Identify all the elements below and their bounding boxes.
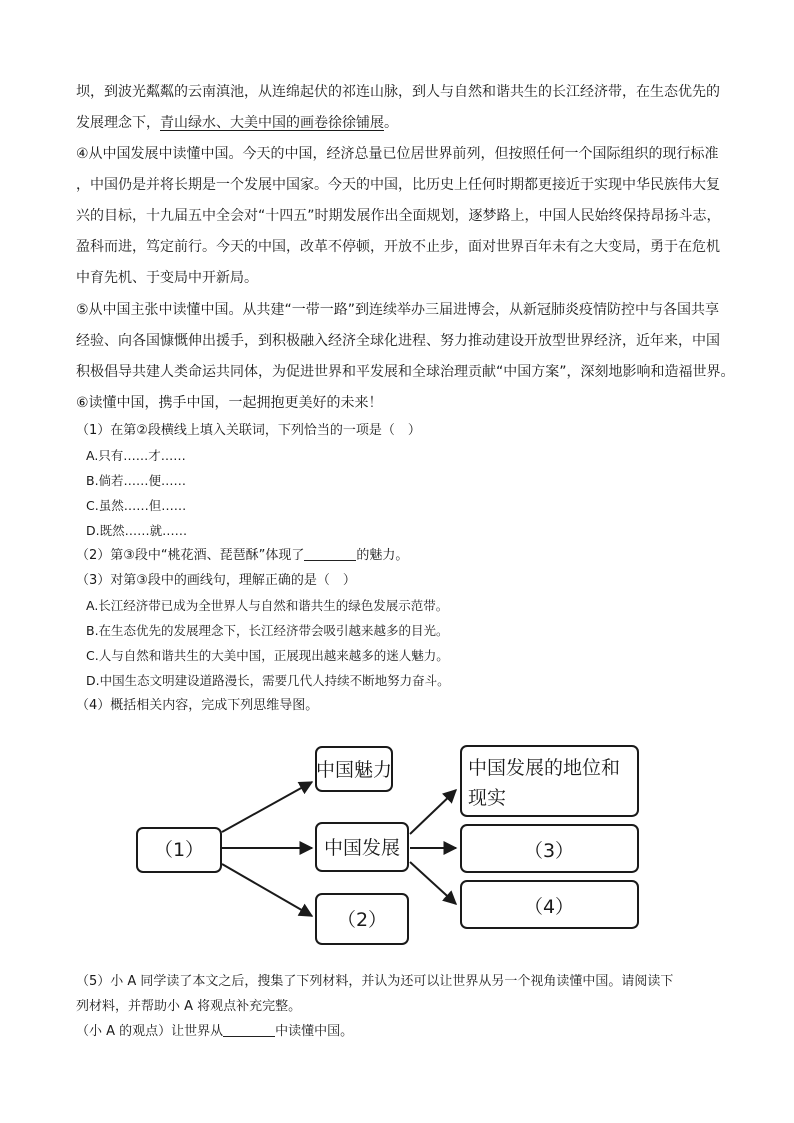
- passage-line: 积极倡导共建人类命运共同体，为促进世界和平发展和全球治理贡献“中国方案”，深刻地影响和造福世界。: [76, 364, 735, 380]
- q1-option-d: D.既然……就……: [86, 523, 188, 538]
- node-status-label-line2: 现实: [468, 787, 507, 809]
- passage-line: ⑤从中国主张中读懂中国。从共建“一带一路”到连续举办三届进博会，从新冠肺炎疫情防控中与各国共享: [76, 302, 720, 318]
- q1-option-b: B.倘若……便……: [86, 473, 187, 488]
- q3-option-b: B.在生态优先的发展理念下，长江经济带会吸引越来越多的目光。: [86, 623, 449, 638]
- passage-line: 盈科而进，笃定前行。今天的中国，改革不停顿，开放不止步，面对世界百年未有之大变局，勇于在危机: [76, 239, 720, 255]
- q5-line: （5）小 A 同学读了本文之后，搜集了下列材料，并认为还可以让世界从另一个视角读懂中国。请阅读下: [76, 974, 674, 989]
- paragraph-6: [76, 388, 722, 419]
- node-root-label: （1）: [153, 839, 205, 861]
- node-blank3-label: （3）: [523, 840, 575, 862]
- question-3: （3）对第③段中的画线句，理解正确的是（ ）: [76, 573, 356, 588]
- q3-option-c: C.人与自然和谐共生的大美中国，正展现出越来越多的迷人魅力。: [86, 648, 449, 663]
- arrow-to-blank2: [222, 864, 312, 916]
- node-develop-label: 中国发展: [323, 837, 401, 859]
- underlined-sentence: 青山绿水、大美中国的画卷徐徐铺展: [160, 115, 384, 131]
- question-4: （4）概括相关内容，完成下列思维导图。: [76, 698, 319, 713]
- passage-line: ④从中国发展中读懂中国。今天的中国，经济总量已位居世界前列，但按照任何一个国际组织的现行标准: [76, 146, 719, 162]
- question-5: [76, 969, 726, 1044]
- passage-line: 经验、向各国慷慨伸出援手，到积极融入经济全球化进程、努力推动建设开放型世界经济，近年来，中国: [76, 333, 720, 349]
- question-2: （2）第③段中“桃花酒、琵琶酥”体现了 的魅力。: [76, 548, 409, 563]
- q3-option-d: D.中国生态文明建设道路漫长，需要几代人持续不断地努力奋斗。: [86, 673, 450, 688]
- passage-line: 坝，到波光粼粼的云南滇池，从连绵起伏的祁连山脉，到人与自然和谐共生的长江经济带，在生态优先的: [76, 84, 720, 100]
- node-status-label-line1: 中国发展的地位和: [468, 757, 621, 779]
- q5-line: 列材料，并帮助小 A 将观点补充完整。: [76, 999, 302, 1014]
- passage-line: ⑥读懂中国，携手中国，一起拥抱更美好的未来！: [76, 395, 383, 411]
- paragraph-5: [76, 295, 735, 388]
- q3-option-a: A.长江经济带已成为全世界人与自然和谐共生的绿色发展示范带。: [86, 598, 449, 613]
- node-charm-label: 中国魅力: [315, 759, 393, 781]
- passage-line: ，中国仍是并将长期是一个发展中国家。今天的中国，比历史上任何时期都更接近于实现中华民族伟大复: [76, 177, 720, 193]
- answer-blank[interactable]: [304, 546, 356, 561]
- mind-map: [0, 730, 794, 955]
- node-blank4-label: （4）: [523, 896, 575, 918]
- passage-line: 中育先机、于变局中开新局。: [76, 270, 258, 286]
- arrow-to-charm: [222, 782, 312, 832]
- arrow-to-status: [410, 790, 456, 834]
- passage-line: 兴的目标，十九届五中全会对“十四五”时期发展作出全面规划，逐梦路上，中国人民始终保持昂扬斗志，: [76, 208, 721, 224]
- paragraph-4: [76, 139, 722, 294]
- q1-option-c: C.虽然……但……: [86, 498, 187, 513]
- node-blank2-label: （2）: [336, 909, 388, 931]
- passage-line: 发展理念下，青山绿水、大美中国的画卷徐徐铺展。: [76, 115, 398, 131]
- answer-blank[interactable]: [223, 1022, 275, 1037]
- q1-option-a: A.只有……才……: [86, 448, 186, 463]
- q5-line: （小 A 的观点）让世界从 中读懂中国。: [76, 1024, 354, 1039]
- passage-continuation: [76, 77, 722, 139]
- question-1: （1）在第②段横线上填入关联词，下列恰当的一项是（ ）: [76, 423, 421, 438]
- arrow-to-blank4: [410, 862, 456, 904]
- questions-block: [76, 418, 726, 718]
